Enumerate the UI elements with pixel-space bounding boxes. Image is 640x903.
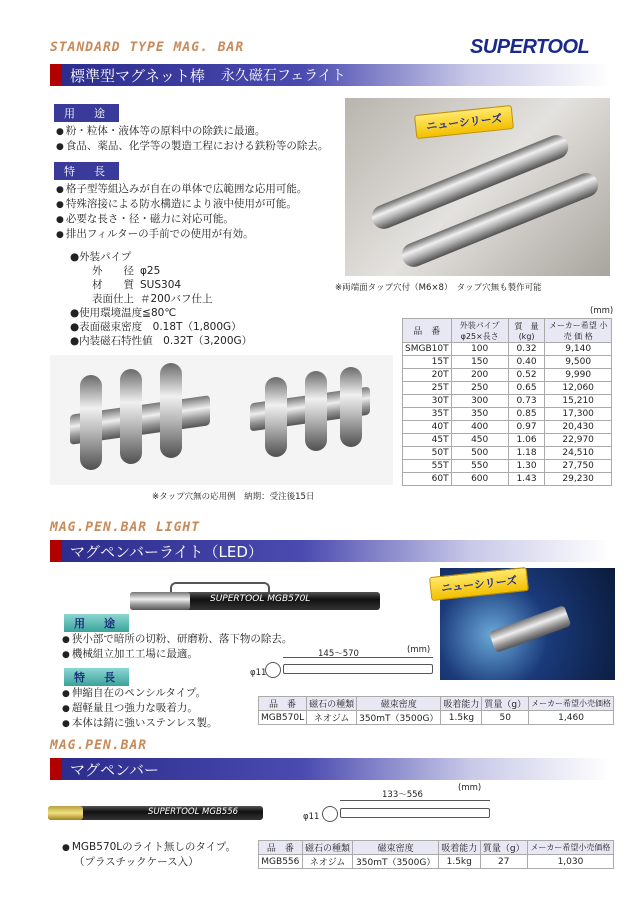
use-item: ● 食品、薬品、化学等の製造工程における鉄粉等の除去。 xyxy=(56,139,346,154)
pen-label: SUPERTOOL MGB556 xyxy=(148,807,239,817)
pen-clip xyxy=(170,582,270,592)
table-cell: 0.32 xyxy=(508,343,545,356)
spec-pipe: ●外装パイプ xyxy=(70,251,132,263)
table-cell: 350 xyxy=(451,408,508,421)
dim-line xyxy=(283,657,433,658)
table-header: 磁石の種類 xyxy=(302,841,353,855)
table-row xyxy=(403,382,612,395)
section2-title: マグペンバーライト（LED） xyxy=(70,542,263,561)
table-cell: 0.85 xyxy=(508,408,545,421)
spec-flux: ●表面磁束密度 0.18T（1,800G） xyxy=(70,321,242,333)
table-row xyxy=(403,343,612,356)
table-cell: 29,230 xyxy=(545,473,612,486)
accent-block xyxy=(50,758,62,780)
table-header: 磁石の種類 xyxy=(307,697,357,711)
table-cell: 27,750 xyxy=(545,460,612,473)
table-cell: 9,990 xyxy=(545,369,612,382)
table-cell: 0.65 xyxy=(508,382,545,395)
table-row xyxy=(403,369,612,382)
table-cell: 450 xyxy=(451,434,508,447)
feature-item: ● 超軽量且つ強力な吸着力。 xyxy=(62,701,218,716)
feature-item: ● 必要な長さ・径・磁力に対応可能。 xyxy=(56,212,346,227)
pen-light-head xyxy=(489,605,572,653)
table-cell: 0.73 xyxy=(508,395,545,408)
table-cell: 22,970 xyxy=(545,434,612,447)
table-cell: 15T xyxy=(403,356,452,369)
section1-title: 標準型マグネット棒 xyxy=(70,66,205,85)
spec-mag: ●内装磁石特性値 0.32T（3,200G） xyxy=(70,335,253,347)
use-item: ● 狭小部で暗所の切粉、研磨粉、落下物の除去。 xyxy=(62,632,292,647)
feature-list xyxy=(62,686,218,731)
table-cell: 15,210 xyxy=(545,395,612,408)
table-header: 吸着能力 xyxy=(441,697,482,711)
table-cell: 35T xyxy=(403,408,452,421)
pen-light-table xyxy=(258,696,614,725)
section3-title-bar xyxy=(50,758,610,780)
table-cell: 40T xyxy=(403,421,452,434)
use-list xyxy=(62,632,292,662)
table-row xyxy=(403,395,612,408)
table-cell: 300 xyxy=(451,395,508,408)
section1-english-title: STANDARD TYPE MAG. BAR xyxy=(50,40,245,55)
table-cell: 550 xyxy=(451,460,508,473)
dim-length: 145～570 xyxy=(318,649,359,659)
mag-bar-photo xyxy=(345,98,610,276)
new-series-badge: ニューシリーズ xyxy=(429,567,529,601)
feature-item: ● 伸縮自在のペンシルタイプ。 xyxy=(62,686,218,701)
table-row xyxy=(403,434,612,447)
table-header: 質 量 (kg) xyxy=(508,319,545,343)
section1-subtitle: 永久磁石フェライト xyxy=(220,68,346,84)
table-cell: 24,510 xyxy=(545,447,612,460)
feature-item: ● 格子型等組込みが自在の単体で広範囲な応用可能。 xyxy=(56,182,346,197)
spec-table xyxy=(402,318,612,486)
table-cell: 600 xyxy=(451,473,508,486)
pen-outline xyxy=(340,808,490,818)
pen-bar-bullet: ● MGB570Lのライト無しのタイプ。 xyxy=(62,840,236,855)
pen-bar-image xyxy=(48,806,263,820)
application-photo xyxy=(50,355,393,485)
table-cell: 1.43 xyxy=(508,473,545,486)
table-row xyxy=(403,408,612,421)
use-label: 用 途 xyxy=(64,614,129,632)
accent-block xyxy=(50,540,62,562)
pen-label: SUPERTOOL MGB570L xyxy=(210,594,311,604)
pen-outline xyxy=(283,664,433,674)
pen-bar-note xyxy=(62,840,236,869)
spec-block xyxy=(70,250,340,348)
table-header: メーカー希望小売価格 xyxy=(527,841,613,855)
table-cell: 9,500 xyxy=(545,356,612,369)
spec-row: 表面仕上 ＃200バフ仕上 xyxy=(92,293,213,305)
table-header: メーカー希望 小 売 価 格 xyxy=(545,319,612,343)
table-header: 吸着能力 xyxy=(438,841,480,855)
dim-unit: (mm) xyxy=(407,645,431,655)
table-cell: 50T xyxy=(403,447,452,460)
pen-light-image xyxy=(130,592,380,610)
table-cell: 100 xyxy=(451,343,508,356)
grid-rod xyxy=(80,375,102,470)
table-cell: 55T xyxy=(403,460,452,473)
table-row: MGB570L ネオジム 350mT（3500G） 1.5kg 50 1,460 xyxy=(259,711,614,725)
feature-label: 特 長 xyxy=(64,668,129,686)
section3-title: マグペンバー xyxy=(70,760,159,779)
feature-list xyxy=(56,182,346,242)
grid-rod xyxy=(265,377,287,457)
section3-english-title: MAG.PEN.BAR xyxy=(50,738,148,753)
table-cell: 0.97 xyxy=(508,421,545,434)
table-cell: 150 xyxy=(451,356,508,369)
use-label: 用 途 xyxy=(54,104,119,122)
brand-logo: SUPERTOOL xyxy=(470,36,590,58)
table-cell: 9,140 xyxy=(545,343,612,356)
section1-title-bar xyxy=(50,64,610,86)
table-cell: 0.52 xyxy=(508,369,545,382)
spec-row: 外 径 φ25 xyxy=(92,265,161,277)
table-cell: 1.06 xyxy=(508,434,545,447)
table-header: 品 番 xyxy=(259,841,303,855)
table-header: メーカー希望小売価格 xyxy=(529,697,614,711)
table-cell: 17,300 xyxy=(545,408,612,421)
feature-item: ● 特殊溶接による防水構造により液中使用が可能。 xyxy=(56,197,346,212)
section2-title-bar xyxy=(50,540,610,562)
table-row xyxy=(403,356,612,369)
dim-diameter: φ11 xyxy=(303,812,320,822)
table-header: 品 番 xyxy=(403,319,452,343)
use-item: ● 機械組立加工工場に最適。 xyxy=(62,647,292,662)
table-header: 外装パイプ φ25×長さ xyxy=(451,319,508,343)
table-row: MGB556 ネオジム 350mT（3500G） 1.5kg 27 1,030 xyxy=(259,855,614,869)
pen-tip xyxy=(48,806,83,820)
table-cell: 30T xyxy=(403,395,452,408)
accent-block xyxy=(50,64,62,86)
table-cell: 400 xyxy=(451,421,508,434)
mag-bar-rod xyxy=(368,132,572,233)
dim-diameter: φ11 xyxy=(250,668,267,678)
use-list xyxy=(56,124,346,154)
table-header: 質量（g） xyxy=(480,841,527,855)
table-row xyxy=(403,447,612,460)
table-header: 磁束密度 xyxy=(357,697,441,711)
table-cell: SMGB10T xyxy=(403,343,452,356)
grid-rod xyxy=(340,367,362,447)
pen-light-photo xyxy=(440,568,615,680)
table-cell: 1.30 xyxy=(508,460,545,473)
new-series-badge: ニューシリーズ xyxy=(414,105,514,139)
grid-rod xyxy=(120,369,142,464)
table-cell: 12,060 xyxy=(545,382,612,395)
feature-item: ● 排出フィルターの手前での使用が有効。 xyxy=(56,227,346,242)
table-cell: 45T xyxy=(403,434,452,447)
table-cell: 20,430 xyxy=(545,421,612,434)
feature-label: 特 長 xyxy=(54,162,119,180)
table-cell: 60T xyxy=(403,473,452,486)
table-cell: 500 xyxy=(451,447,508,460)
table-row xyxy=(403,473,612,486)
dim-line xyxy=(340,800,490,801)
table-header: 磁束密度 xyxy=(353,841,439,855)
grid-rod xyxy=(305,371,327,451)
table-header: 品 番 xyxy=(259,697,307,711)
dim-unit: (mm) xyxy=(458,783,482,793)
use-item: ● 粉・粒体・液体等の原料中の除鉄に最適。 xyxy=(56,124,346,139)
table-cell: 20T xyxy=(403,369,452,382)
table-cell: 1.18 xyxy=(508,447,545,460)
feature-item: ● 本体は錆に強いステンレス製。 xyxy=(62,716,218,731)
spec-row: 材 質 SUS304 xyxy=(92,279,182,291)
dim-length: 133～556 xyxy=(382,790,423,800)
table-unit: (mm) xyxy=(590,306,614,316)
table-cell: 200 xyxy=(451,369,508,382)
grid-rod xyxy=(160,363,182,458)
spec-temp: ●使用環境温度≦80℃ xyxy=(70,307,177,319)
table-cell: 250 xyxy=(451,382,508,395)
application-note: ※タップ穴無の応用例 納期：受注後15日 xyxy=(152,492,315,502)
table-cell: 0.40 xyxy=(508,356,545,369)
table-row xyxy=(403,460,612,473)
dim-circle xyxy=(322,806,338,822)
pen-tip xyxy=(130,592,190,610)
pen-bar-case: （プラスチックケース入） xyxy=(74,856,199,868)
table-header: 質量（g） xyxy=(482,697,529,711)
table-row xyxy=(403,421,612,434)
section2-english-title: MAG.PEN.BAR LIGHT xyxy=(50,520,201,535)
dim-circle xyxy=(265,662,281,678)
photo-note: ※両端面タップ穴付（M6×8） タップ穴無も製作可能 xyxy=(335,283,542,293)
pen-bar-table xyxy=(258,840,614,869)
table-cell: 25T xyxy=(403,382,452,395)
